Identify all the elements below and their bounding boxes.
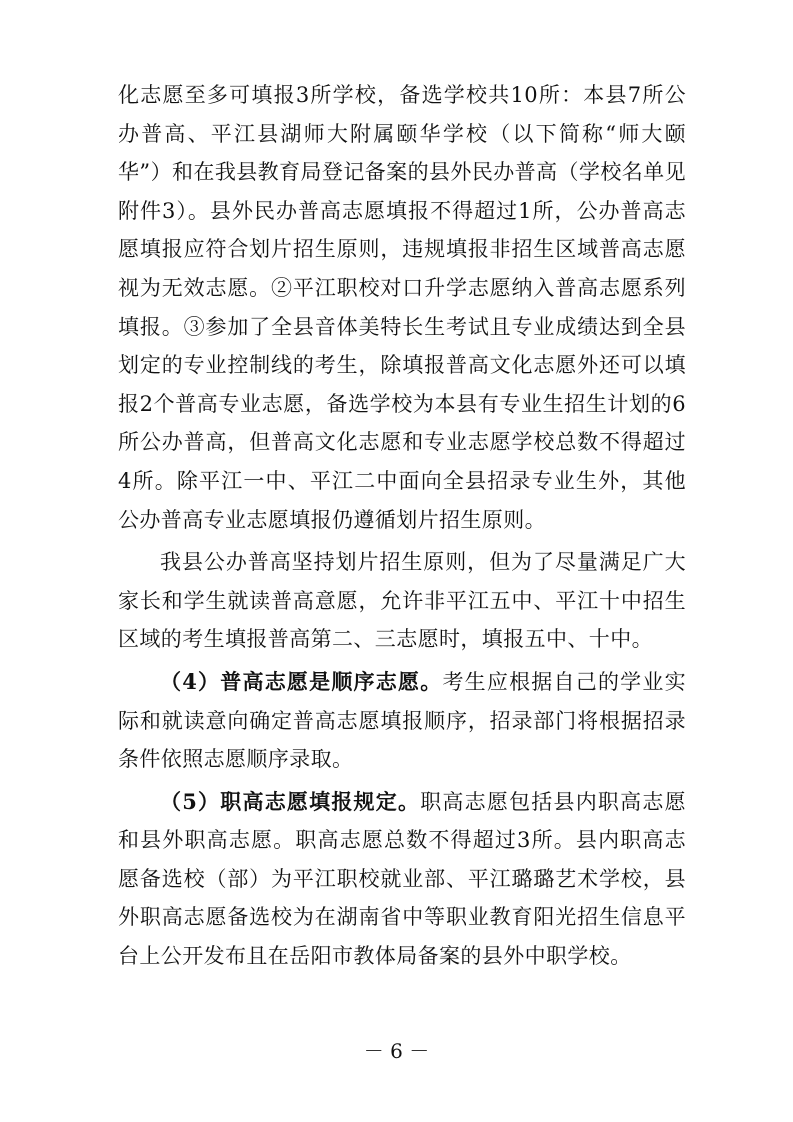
section-heading-4: （4）普高志愿是顺序志愿。 <box>160 668 443 694</box>
section-body-5: 职高志愿包括县内职高志愿和县外职高志愿。职高志愿总数不得超过3所。县内职高志愿备选校（部）为平江职校就业部、平江璐璐艺术学校，县外职高志愿备选校为在湖南省中等职业教育阳光招生信息平台上公开发布且在岳阳市教体局备案的县外中职学校。 <box>118 789 686 969</box>
body-text <box>118 76 686 976</box>
paragraph-zoning-principle: 我县公办普高坚持划片招生原则，但为了尽量满足广大家长和学生就读普高意愿，允许非平江五中、平江十中招生区域的考生填报普高第二、三志愿时，填报五中、十中。 <box>118 550 686 652</box>
paragraph-vocational-volunteer <box>118 783 686 976</box>
paragraph-volunteer-rules: 化志愿至多可填报3所学校，备选学校共10所：本县7所公办普高、平江县湖师大附属颐华学校（以下简称“师大颐华”）和在我县教育局登记备案的县外民办普高（学校名单见附件3）。县外民办普高志愿填报不得超过1所，公办普高志愿填报应符合划片招生原则，违规填报非招生区域普高志愿视为无效志愿。②平江职校对口升学志愿纳入普高志愿系列填报。③参加了全县音体美特长生考试且专业成绩达到全县划定的专业控制线的考生，除填报普高文化志愿外还可以填报2个普高专业志愿，备选学校为本县有专业生招生计划的6所公办普高，但普高文化志愿和专业志愿学校总数不得超过4所。除平江一中、平江二中面向全县招录专业生外，其他公办普高专业志愿填报仍遵循划片招生原则。 <box>118 83 686 532</box>
page-number: － 6 － <box>363 1039 430 1063</box>
paragraph-sequential-volunteer <box>118 663 686 779</box>
section-body-4: 考生应根据自己的学业实际和就读意向确定普高志愿填报顺序，招录部门将根据招录条件依照志愿顺序录取。 <box>118 669 687 772</box>
section-heading-5: （5）职高志愿填报规定。 <box>160 788 421 814</box>
